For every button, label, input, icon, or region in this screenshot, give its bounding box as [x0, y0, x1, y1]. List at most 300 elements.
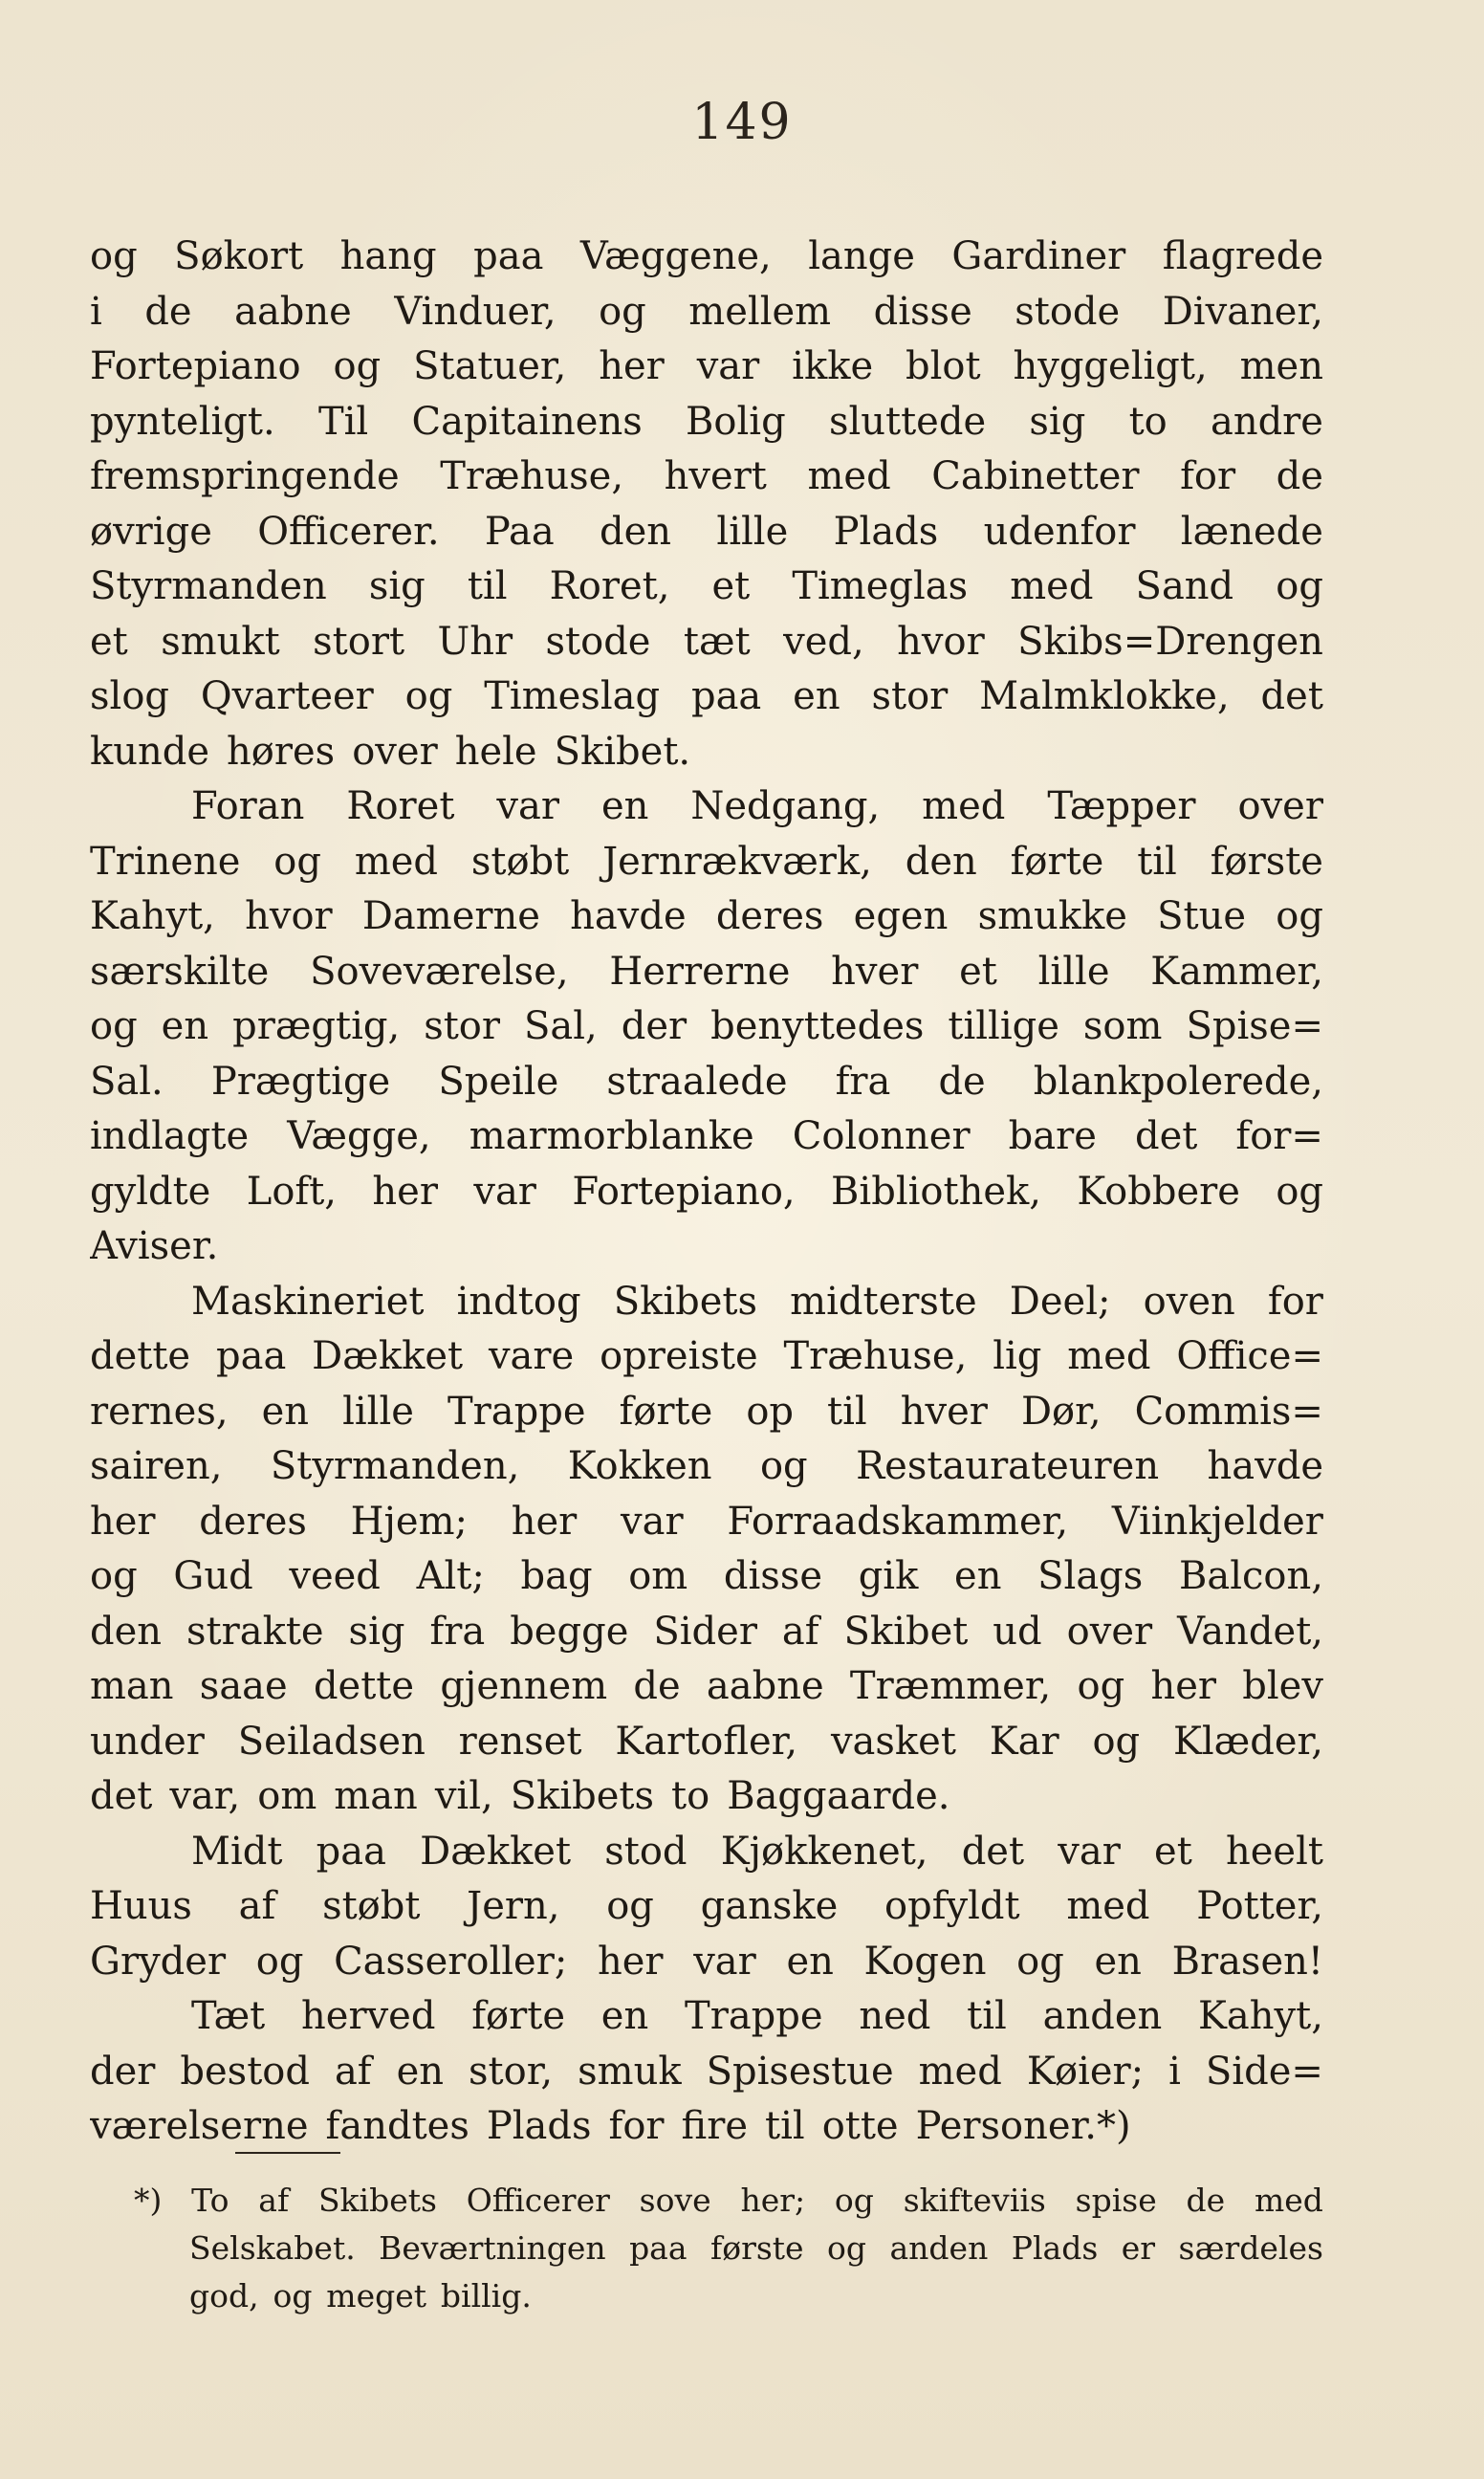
word: og — [404, 674, 453, 718]
word: med — [807, 454, 891, 498]
word: Sider — [653, 1609, 757, 1654]
word: Potter, — [1196, 1884, 1323, 1928]
word: og — [606, 1884, 654, 1928]
word: To — [191, 2182, 229, 2219]
word: er — [1121, 2229, 1156, 2267]
text-line — [90, 1605, 1323, 1660]
word: otte — [821, 2104, 899, 2148]
word: man — [90, 1664, 174, 1708]
word: for= — [1235, 1114, 1323, 1158]
word: lille — [342, 1389, 414, 1434]
word: anden — [889, 2229, 989, 2267]
word: Kogen — [863, 1939, 987, 1984]
word: Side= — [1205, 2049, 1323, 2094]
word: den — [905, 839, 977, 884]
word: stort — [313, 619, 405, 664]
word: stode — [545, 619, 651, 664]
word: og — [255, 1939, 304, 1984]
word: der — [621, 1004, 687, 1048]
word: en — [161, 1004, 209, 1048]
word: der — [90, 2049, 156, 2094]
word: dette — [313, 1664, 415, 1708]
word: en — [954, 1554, 1002, 1598]
word: Capitainens — [411, 399, 643, 444]
text-line — [90, 889, 1323, 945]
word: sig — [368, 564, 426, 608]
word: Officerer. — [257, 509, 440, 554]
footnote-line — [134, 2177, 1323, 2225]
word: til — [1137, 839, 1177, 884]
body-text — [90, 230, 1323, 2155]
word: gjennem — [440, 1664, 608, 1708]
text-line — [90, 2045, 1323, 2100]
word: indtog — [456, 1279, 581, 1324]
word: Deel; — [1009, 1279, 1111, 1324]
word: to — [1128, 399, 1168, 444]
word: af — [334, 2049, 372, 2094]
word: Slags — [1037, 1554, 1144, 1598]
word: Foran — [191, 784, 305, 828]
text-line — [90, 559, 1323, 615]
word: straalede — [606, 1059, 788, 1104]
word: og — [1276, 564, 1323, 608]
word: med — [354, 839, 439, 884]
word: Office= — [1176, 1334, 1323, 1378]
word: egen — [853, 894, 949, 938]
word: kunde — [90, 729, 210, 774]
text-line — [90, 725, 1323, 780]
word: Vandet, — [1177, 1609, 1323, 1654]
word: det — [1260, 674, 1323, 718]
word: Klæder, — [1172, 1719, 1323, 1764]
word: Tæpper — [1047, 784, 1196, 828]
text-line — [90, 1109, 1323, 1165]
word: Aviser. — [90, 1224, 219, 1268]
word: Kahyt, — [1198, 1994, 1323, 2038]
word: og — [333, 344, 382, 388]
word: var — [696, 344, 760, 388]
word: første — [710, 2229, 804, 2267]
word: fremspringende — [90, 454, 400, 498]
word: Fortepiano, — [572, 1169, 796, 1214]
word: sig — [1029, 399, 1086, 444]
word: Spise= — [1186, 1004, 1323, 1048]
word: Timeglas — [792, 564, 969, 608]
word: vil, — [434, 1774, 493, 1818]
word: paa — [215, 1334, 287, 1378]
word: paa — [316, 1829, 386, 1874]
word: Sal. — [90, 1059, 164, 1104]
word: og — [827, 2229, 867, 2267]
word: Kammer, — [1150, 949, 1323, 994]
word: Sand — [1135, 564, 1234, 608]
word: Loft, — [246, 1169, 337, 1214]
footnote-rule — [235, 2152, 340, 2154]
word: Damerne — [361, 894, 540, 938]
word: for — [1267, 1279, 1323, 1324]
text-line — [90, 945, 1323, 1000]
word: de — [1276, 454, 1323, 498]
word: bare — [1008, 1114, 1097, 1158]
word: havde — [1207, 1444, 1323, 1488]
word: Colonner — [792, 1114, 971, 1158]
word: Kjøkkenet, — [720, 1829, 928, 1874]
word: af — [258, 2182, 290, 2219]
word: en — [793, 674, 840, 718]
word: Roret — [346, 784, 455, 828]
word: for — [608, 2104, 665, 2148]
word: begge — [510, 1609, 629, 1654]
word: indlagte — [90, 1114, 250, 1158]
word: sluttede — [828, 399, 987, 444]
word: Træmmer, — [849, 1664, 1052, 1708]
text-line — [90, 1715, 1323, 1770]
word: øvrige — [90, 509, 212, 554]
word: Stue — [1157, 894, 1247, 938]
word: meget — [326, 2277, 427, 2314]
word: Casseroller; — [334, 1939, 568, 1984]
word: strakte — [186, 1609, 324, 1654]
word: ud — [993, 1609, 1042, 1654]
word: et — [90, 619, 128, 664]
word: vasket — [830, 1719, 956, 1764]
word: under — [90, 1719, 205, 1764]
word: Midt — [191, 1829, 283, 1874]
word: ned — [859, 1994, 931, 2038]
word: smukke — [977, 894, 1127, 938]
word: stor — [424, 1004, 501, 1048]
text-line — [90, 1879, 1323, 1935]
word: benyttedes — [710, 1004, 925, 1048]
word: fire — [681, 2104, 749, 2148]
word: Statuer, — [413, 344, 567, 388]
word: renset — [458, 1719, 582, 1764]
word: fra — [429, 1609, 486, 1654]
text-line — [90, 1329, 1323, 1385]
word: og — [759, 1444, 808, 1488]
word: pynteligt. — [90, 399, 275, 444]
word: Tæt — [191, 1994, 266, 2038]
word: *) — [134, 2182, 163, 2219]
text-line — [90, 999, 1323, 1055]
word: Brasen! — [1171, 1939, 1323, 1984]
word: med — [1254, 2182, 1323, 2219]
text-line — [90, 1439, 1323, 1495]
word: rernes, — [90, 1389, 229, 1434]
word: over — [1066, 1609, 1153, 1654]
word: Maskineriet — [191, 1279, 425, 1324]
word: to — [671, 1774, 710, 1818]
text-line — [90, 615, 1323, 670]
word: Seiladsen — [237, 1719, 426, 1764]
word: her — [599, 344, 665, 388]
word: ikke — [792, 344, 874, 388]
word: de — [938, 1059, 986, 1104]
word: med — [1067, 1334, 1151, 1378]
word: et — [1154, 1829, 1192, 1874]
word: aabne — [706, 1664, 824, 1708]
word: Dækket — [420, 1829, 572, 1874]
word: Selskabet. — [189, 2229, 356, 2267]
word: sove — [639, 2182, 711, 2219]
word: Soveværelse, — [310, 949, 569, 994]
text-line — [90, 1165, 1323, 1220]
word: en — [1094, 1939, 1142, 1984]
footnote-line — [134, 2272, 1323, 2320]
word: dette — [90, 1334, 191, 1378]
word: anden — [1042, 1994, 1163, 2038]
word: særskilte — [90, 949, 270, 994]
word: støbt — [322, 1884, 421, 1928]
word: her; — [740, 2182, 806, 2219]
word: lange — [808, 234, 915, 278]
word: og — [1092, 1719, 1141, 1764]
word: her — [90, 1499, 156, 1544]
word: vare — [488, 1334, 575, 1378]
word: stode — [1015, 289, 1121, 334]
word: marmorblanke — [469, 1114, 754, 1158]
word: Skibet. — [554, 729, 691, 774]
word: et — [959, 949, 997, 994]
word: flagrede — [1162, 234, 1323, 278]
word: bestod — [180, 2049, 310, 2094]
word: stod — [604, 1829, 687, 1874]
word: Fortepiano — [90, 344, 301, 388]
word: her — [372, 1169, 438, 1214]
word: Restaurateuren — [856, 1444, 1160, 1488]
word: Gardiner — [951, 234, 1126, 278]
word: Væggene, — [579, 234, 772, 278]
word: hver — [900, 1389, 988, 1434]
word: Spisestue — [706, 2049, 894, 2094]
word: havde — [570, 894, 687, 938]
word: og — [1016, 1939, 1064, 1984]
word: med — [1066, 1884, 1150, 1928]
word: Prægtige — [210, 1059, 391, 1104]
word: et — [711, 564, 751, 608]
word: Skibs=Drengen — [1017, 619, 1323, 664]
word: andre — [1210, 399, 1323, 444]
word: lille — [1037, 949, 1110, 994]
text-line — [90, 779, 1323, 835]
word: paa — [629, 2229, 687, 2267]
word: Gryder — [90, 1939, 227, 1984]
word: en — [786, 1939, 834, 1984]
word: Jernrækværk, — [602, 839, 872, 884]
word: Køier; — [1026, 2049, 1145, 2094]
word: og — [1276, 894, 1323, 938]
word: smukt — [161, 619, 280, 664]
word: Paa — [484, 509, 555, 554]
word: de — [633, 1664, 681, 1708]
text-line — [90, 395, 1323, 450]
word: Beværtningen — [379, 2229, 606, 2267]
word: og — [1276, 1169, 1323, 1214]
word: Styrmanden, — [270, 1444, 520, 1488]
word: høres — [227, 729, 336, 774]
word: oven — [1143, 1279, 1235, 1324]
word: Viinkjelder — [1111, 1499, 1323, 1544]
word: Trinene — [90, 839, 241, 884]
word: i — [90, 289, 102, 334]
word: var — [693, 1939, 756, 1984]
word: fandtes — [325, 2104, 469, 2148]
word: særdeles — [1178, 2229, 1323, 2267]
word: Baggaarde. — [727, 1774, 950, 1818]
word: Speile — [438, 1059, 559, 1104]
word: stor — [871, 674, 949, 718]
word: af — [781, 1609, 819, 1654]
word: fra — [835, 1059, 891, 1104]
word: hyggeligt, — [1013, 344, 1208, 388]
word: Trappe — [447, 1389, 586, 1434]
word: Søkort — [174, 234, 304, 278]
text-line — [90, 230, 1323, 285]
word: hvor — [245, 894, 333, 938]
word: over — [1237, 784, 1323, 828]
word: Balcon, — [1178, 1554, 1323, 1598]
word: mellem — [688, 289, 832, 334]
word: hver — [831, 949, 919, 994]
word: og — [273, 839, 321, 884]
word: blev — [1242, 1664, 1323, 1708]
word: førte — [1010, 839, 1104, 884]
word: værelserne — [90, 2104, 309, 2148]
word: midterste — [790, 1279, 977, 1324]
word: deres — [715, 894, 824, 938]
text-line — [90, 1275, 1323, 1330]
word: førte — [619, 1389, 713, 1434]
word: Skibets — [510, 1774, 655, 1818]
word: Plads — [486, 2104, 592, 2148]
word: slog — [90, 674, 170, 718]
word: og — [599, 289, 646, 334]
word: og — [90, 234, 138, 278]
text-line — [90, 1055, 1323, 1110]
word: lig — [993, 1334, 1042, 1378]
word: til — [827, 1389, 867, 1434]
word: Kartofler, — [615, 1719, 798, 1764]
text-line — [90, 285, 1323, 340]
word: bag — [520, 1554, 593, 1598]
word: de — [144, 289, 192, 334]
text-line — [90, 1769, 1323, 1825]
footnote — [134, 2177, 1323, 2320]
word: Kokken — [567, 1444, 712, 1488]
word: sig — [348, 1609, 405, 1654]
word: med — [922, 784, 1006, 828]
text-line — [90, 1989, 1323, 2045]
word: Timeslag — [484, 674, 661, 718]
word: støbt — [470, 839, 570, 884]
word: Alt; — [416, 1554, 485, 1598]
word: og — [834, 2182, 874, 2219]
word: det — [961, 1829, 1025, 1874]
word: aabne — [234, 289, 352, 334]
word: Bolig — [686, 399, 786, 444]
word: til — [765, 2104, 805, 2148]
word: disse — [873, 289, 972, 334]
word: Uhr — [437, 619, 513, 664]
word: hvert — [664, 454, 767, 498]
word: var, — [169, 1774, 241, 1818]
word: den — [600, 509, 672, 554]
word: udenfor — [983, 509, 1136, 554]
word: Til — [317, 399, 369, 444]
word: opfyldt — [884, 1884, 1020, 1928]
word: hvor — [897, 619, 985, 664]
word: ganske — [700, 1884, 839, 1928]
word: hang — [339, 234, 437, 278]
word: heelt — [1226, 1829, 1323, 1874]
word: over — [352, 729, 438, 774]
word: med — [918, 2049, 1002, 2094]
text-line — [90, 340, 1323, 395]
word: Personer.*) — [915, 2104, 1131, 2148]
word: og — [90, 1004, 138, 1048]
word: det — [90, 1774, 153, 1818]
word: til — [467, 564, 508, 608]
word: Officerer — [466, 2182, 610, 2219]
word: om — [257, 1774, 317, 1818]
word: og — [1077, 1664, 1125, 1708]
word: veed — [289, 1554, 381, 1598]
word: tillige — [948, 1004, 1059, 1048]
word: hele — [454, 729, 537, 774]
text-line — [90, 1935, 1323, 1990]
text-line — [90, 835, 1323, 890]
word: billig. — [440, 2277, 532, 2314]
word: Vægge, — [287, 1114, 431, 1158]
word: Trappe — [685, 1994, 823, 2038]
text-line — [90, 450, 1323, 505]
word: Herrerne — [609, 949, 791, 994]
word: Gud — [173, 1554, 253, 1598]
word: Kobbere — [1077, 1169, 1240, 1214]
word: Forraadskammer, — [727, 1499, 1069, 1544]
word: skifteviis — [903, 2182, 1046, 2219]
word: Kar — [989, 1719, 1059, 1764]
word: Divaner, — [1162, 289, 1323, 334]
word: opreiste — [600, 1334, 758, 1378]
word: og — [90, 1554, 138, 1598]
word: Roret, — [549, 564, 670, 608]
word: smuk — [578, 2049, 682, 2094]
word: blankpolerede, — [1033, 1059, 1323, 1104]
word: blot — [906, 344, 981, 388]
text-line — [90, 2099, 1323, 2155]
word: var — [473, 1169, 536, 1214]
word: her — [511, 1499, 578, 1544]
word: god, — [189, 2277, 259, 2314]
word: stor, — [469, 2049, 554, 2094]
text-line — [90, 1385, 1323, 1440]
word: og — [273, 2277, 313, 2314]
word: Dækket — [312, 1334, 464, 1378]
word: om — [628, 1554, 688, 1598]
word: herved — [301, 1994, 436, 2038]
word: med — [1010, 564, 1094, 608]
word: Skibets — [613, 1279, 758, 1324]
text-line — [90, 1219, 1323, 1275]
word: var — [621, 1499, 684, 1544]
word: prægtig, — [232, 1004, 401, 1048]
word: Huus — [90, 1884, 192, 1928]
word: første — [1210, 839, 1323, 884]
word: spise — [1075, 2182, 1157, 2219]
word: en — [261, 1389, 310, 1434]
text-line — [90, 1659, 1323, 1715]
